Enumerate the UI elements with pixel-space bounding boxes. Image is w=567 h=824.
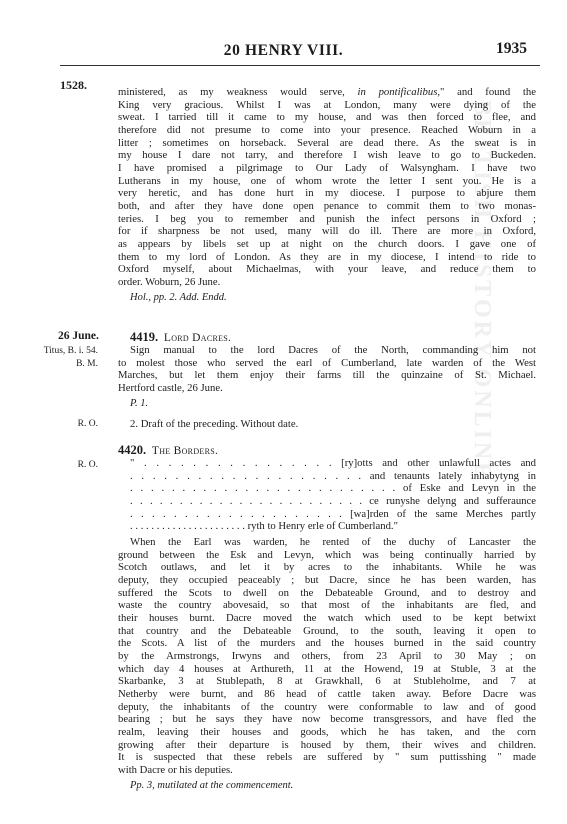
text-line: both, and after they have done open penance to commit them to two monas- <box>118 199 536 212</box>
text-line: growing after their departure is housed by them, their wives and children. <box>118 738 536 751</box>
text-line: them to my lord of London. As they are in my diocese, I intend to ride to <box>118 250 536 263</box>
text-line: Scotch outlaws, and let it by acres to the inhabitants. While he was <box>118 561 536 574</box>
margin-ref-bm: B. M. <box>76 359 98 369</box>
entry-4420-text <box>118 536 536 776</box>
entry-heading-4420 <box>118 443 218 458</box>
text-line: very heretic, and has done hurt in my diocese. I purpose to abjure them <box>118 187 536 200</box>
text-line: Marches, but let them enjoy their farms till the quinzaine of St. Michael. <box>118 369 536 382</box>
text-line: King very gracious. Whilst I was at London, many were dying of the <box>118 98 536 111</box>
text-line: deputy, the inhabitants of the country were conformable to law and of good <box>118 700 536 713</box>
running-head-title: 20 HENRY VIII. <box>223 42 344 59</box>
text-line: Skarbanke, 3 at Stublepath, 8 at Grawkhall, 6 at Stubleholme, and 7 at <box>118 675 536 688</box>
text-line: the Scots. A list of the murders and the houses burned in the said country <box>118 637 536 650</box>
text-line: waste the country abovesaid, so that most of the inhabitants are fled, and <box>118 599 536 612</box>
letter-note: Hol., pp. 2. Add. Endd. <box>130 292 227 303</box>
entry-4420-note: Pp. 3, mutilated at the commencement. <box>130 780 294 791</box>
text-line: sweat. I tarried till it came to my house, and was then forced to flee, and <box>118 111 536 124</box>
entry-4419-note: P. 1. <box>130 398 149 409</box>
text-line: teries. I beg you to remember and punish the infect persons in Oxford ; <box>118 212 536 225</box>
margin-ref-ro-2: R. O. <box>77 460 98 470</box>
letter-continuation <box>118 86 536 289</box>
header-rule <box>60 65 540 66</box>
text-line: suffered the Scots to dwell on the Debateable Ground, and to destroy and <box>118 586 536 599</box>
text-line: . . . . . . . . . . . . . . . . . . . . . and tenaunts lately inhabytyng in <box>130 469 536 482</box>
text-line: realm, leaving their houses and goods, which he has taken, and the corn <box>118 725 536 738</box>
text-line: ministered, as my weakness would serve, in pontificalibus," and found the <box>118 86 536 98</box>
watermark: BRITISH HISTORY ONLINE <box>469 100 495 482</box>
year-marginal: 1528. <box>60 78 87 92</box>
margin-ref-ro-1: R. O. <box>77 419 98 429</box>
text-line: Hertford castle, 26 June. <box>118 381 223 394</box>
text-line: . . . . . . . . . . . . . . . . . . . . . . . . ce runyshe delyng and sufferaunce <box>130 494 536 507</box>
text-line: I have promised a pilgrimage to Our Lady of Walsyngham. I have two <box>118 161 536 174</box>
entry-title: The Borders. <box>151 445 219 457</box>
text-line: It is suspected that these rebels are suffered by " sum puttisshing " made <box>118 751 536 764</box>
text-line: their houses burnt. Dacre moved the watch which used to be kept betwixt <box>118 611 536 624</box>
entry-4420-quote <box>130 457 536 533</box>
text-line: Oxford myself, about Michaelmas, with your leave, and reduce them to <box>118 263 536 276</box>
text-line: " . . . . . . . . . . . . . . . . [ry]otts and other unlawfull actes and <box>130 457 536 469</box>
text-line: When the Earl was warden, he rented of the duchy of Lancaster the <box>130 536 536 548</box>
entry-title: Lord Dacres. <box>163 332 232 344</box>
text-line: . . . . . . . . . . . . . . . . . . . . . . ryth to Henry erle of Cumberland." <box>130 520 398 533</box>
page-number: 1935 <box>496 40 527 57</box>
text-line: that country and the Debateable Ground, to the south, leaving it open to <box>118 624 536 637</box>
text-line: my house I dare not tarry, and therefore I wish leave to go to Buckeden. <box>118 149 536 162</box>
text-line: with Dacre or his deputies. <box>118 763 233 776</box>
text-line: therefore did not presume to come into your presence. Reached Woburn in a <box>118 123 536 136</box>
text-line: . . . . . . . . . . . . . . . . . . . . . . . . . . of Eske and Levyn in the <box>130 482 536 495</box>
entry-number: 4420. <box>118 443 147 457</box>
text-line: Lutherans in my house, one of whom wrote the letter I sent you. He is a <box>118 174 536 187</box>
entry-date: 26 June. <box>58 330 99 342</box>
text-line: for if sharpness be not used, many will do ill. There are more in Oxford, <box>118 225 536 238</box>
text-line: . . . . . . . . . . . . . . . . . . . . [wa]rden of the same Merches partly <box>130 507 536 520</box>
text-line: litter ; sometimes on horseback. Several are dead there. As the sweat is in <box>118 136 536 149</box>
text-line: order. Woburn, 26 June. <box>118 275 221 288</box>
entry-heading-4419 <box>130 330 231 345</box>
text-line: by the Armstrongs, Irwyns and others, from 23 April to 30 May ; on <box>118 649 536 662</box>
text-line: bearing ; but he says they have now become transgressors, and have fled the <box>118 713 536 726</box>
text-line: Netherby were burnt, and 86 head of cattle taken away. Before Dacre was <box>118 687 536 700</box>
text-line: ground between the Esk and Levyn, which was being continually harried by <box>118 548 536 561</box>
text-line: as appears by libels set up at night on the church doors. I gave one of <box>118 237 536 250</box>
entry-number: 4419. <box>130 330 159 344</box>
entry-4419-text <box>118 344 536 395</box>
margin-ref-titus: Titus, B. i. 54. <box>43 346 98 356</box>
text-line: deputy, they occupied peaceably ; but Dacre, since he has been warden, has <box>118 573 536 586</box>
text-line: which day 4 houses at Arthureth, 11 at the Howend, 19 at Stuble, 3 at the <box>118 662 536 675</box>
entry-4419-item2: 2. Draft of the preceding. Without date. <box>130 418 299 430</box>
text-line: Sign manual to the lord Dacres of the North, commanding him not <box>130 344 536 356</box>
text-line: to molest those who served the earl of Cumberland, late warden of the West <box>118 356 536 369</box>
